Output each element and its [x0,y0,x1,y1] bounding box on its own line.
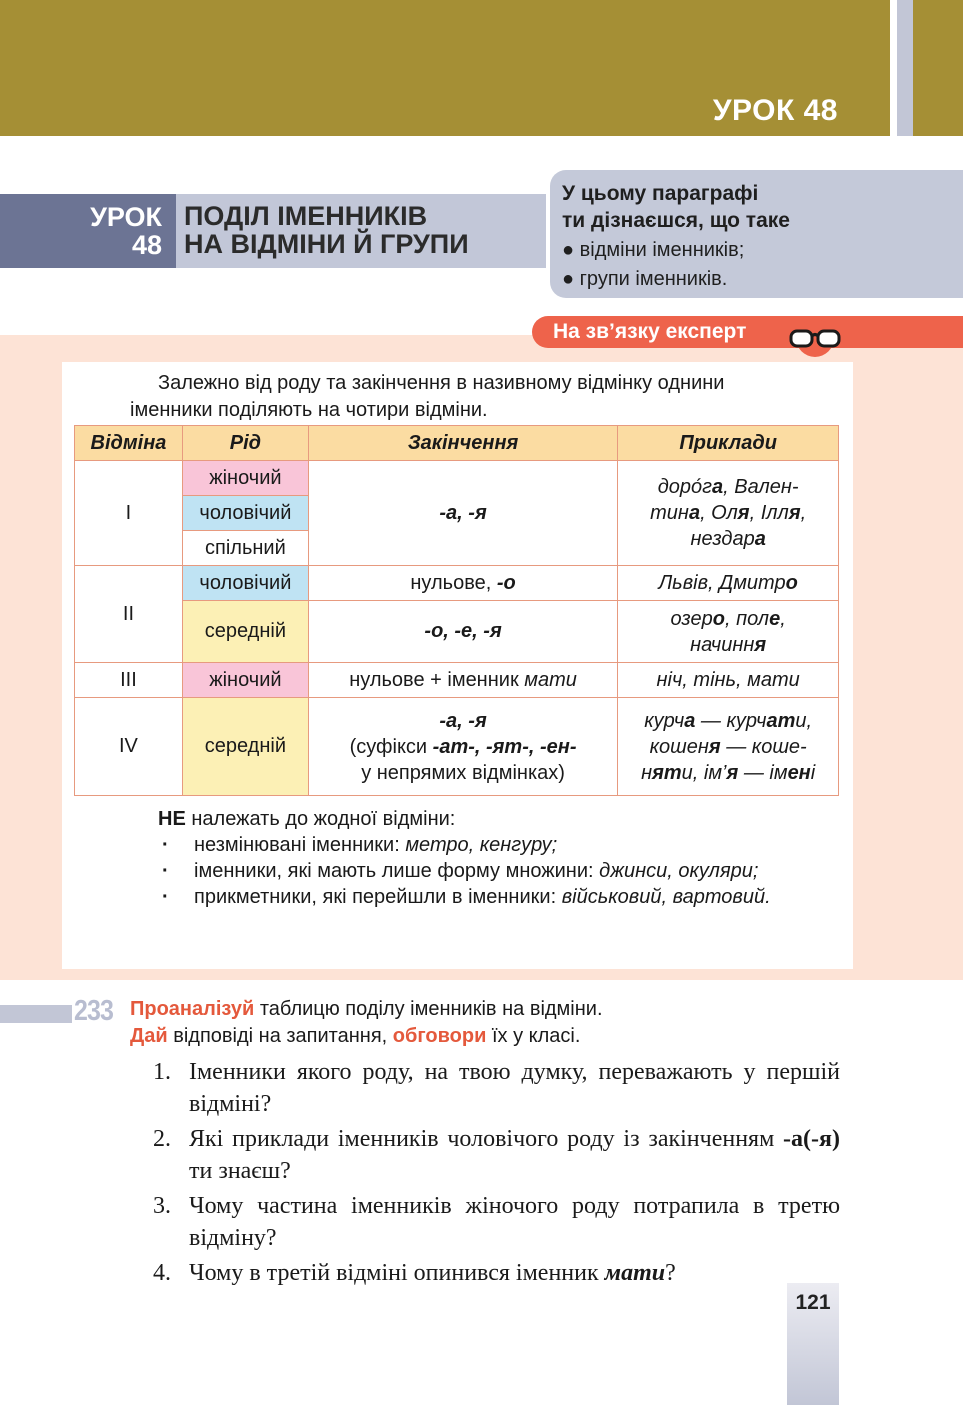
lesson-number-label: УРОК [90,202,162,232]
question-item: 4. Чому в третій відміні опинився іменник мати? [153,1260,676,1286]
example-cell: ніч, тінь, мати [618,663,839,698]
lesson-goals-box [550,170,963,298]
ending-cell: -о, -е, -я [308,601,617,663]
example-cell: Львів, Дмитро [618,566,839,601]
not-declined-heading: НЕ належать до жодної відміни: [158,808,456,830]
ending-cell: нульове, -о [308,566,617,601]
question-item: 1. Іменники якого роду, на твою думку, переважають у першій відміні? [153,1059,840,1117]
lesson-title [184,202,546,258]
lesson-goals-heading-line: У цьому параграфі [562,182,759,205]
exercise-instruction: Проаналізуй таблицю поділу іменників на відміни. Дай відповіді на запитання, обговори їх у класі. [130,998,603,1047]
lesson-number-value: 48 [131,230,162,260]
lesson-goals-heading [562,180,963,234]
lesson-title-line: НА ВІДМІНИ Й ГРУПИ [184,229,469,259]
exercise-number: 233 [74,995,114,1027]
lesson-title-box [176,194,546,268]
gender-cell: жіночий [182,663,308,698]
table-header-cell: Рід [182,426,308,461]
exercise-marker-bar [0,1005,72,1023]
gender-cell: чоловічий [182,566,308,601]
top-banner-edge [913,0,963,136]
list-item: · прикметники, які перейшли в іменники: військовий, вартовий. [158,884,798,910]
list-item: · незмінювані іменники: метро, кенгуру; [158,832,798,858]
lesson-goal-item: ● групи іменників. [562,268,728,290]
table-header-cell: Приклади [618,426,839,461]
gender-cell: чоловічий [182,496,308,531]
declension-cell: I [75,461,183,566]
declension-cell: II [75,566,183,663]
question-item: 3. Чому частина іменників жіночого роду потрапила в третю відміну? [153,1193,840,1251]
question-item: 2. Які приклади іменників чоловічого роду із закінченням -а(-я) ти знаєш? [153,1126,840,1184]
not-declined-list [158,832,798,910]
example-cell: курча — курчати, кошеня — коше- няти, ім’я — імені [618,698,839,796]
ending-cell: нульове + іменник мати [308,663,617,698]
table-row [75,698,839,796]
page-number: 121 [795,1291,831,1314]
ending-cell: -а, -я (суфікси -ат-, -ят-, -ен- у непрямих відмінках) [308,698,617,796]
lesson-number-box [0,194,176,268]
ending-cell: -а, -я [308,461,617,566]
lesson-title-line: ПОДІЛ ІМЕННИКІВ [184,201,428,231]
declension-cell: IV [75,698,183,796]
gender-cell: середній [182,601,308,663]
expert-intro-text: Залежно від роду та закінчення в називному відмінку однини іменники поділяють на чотири відміни. [130,372,725,421]
question-list [150,1056,840,1292]
list-item: · іменники, які мають лише форму множини: джинси, окуляри; [158,858,798,884]
glasses-icon [786,318,844,358]
example-cell: озеро, поле, начиння [618,601,839,663]
example-cell: доро́га, Вален- тина, Оля, Ілля, нездара [618,461,839,566]
table-row [75,566,839,601]
lesson-goals-heading-line: ти дізнаєшся, що таке [562,209,790,232]
lesson-goal-item: ● відміни іменників; [562,239,745,261]
table-header-cell: Відміна [75,426,183,461]
top-banner-stripe [897,0,913,136]
table-row [75,461,839,496]
gender-cell: жіночий [182,461,308,496]
table-row [75,663,839,698]
declension-cell: III [75,663,183,698]
running-header-lesson: УРОК 48 [712,94,838,127]
declension-table [74,425,839,796]
expert-label: На зв’язку експерт [553,320,747,343]
table-header-row [75,426,839,461]
table-header-cell: Закінчення [308,426,617,461]
gender-cell: спільний [182,531,308,566]
table-row [75,601,839,663]
gender-cell: середній [182,698,308,796]
not-declined-block [158,806,798,910]
